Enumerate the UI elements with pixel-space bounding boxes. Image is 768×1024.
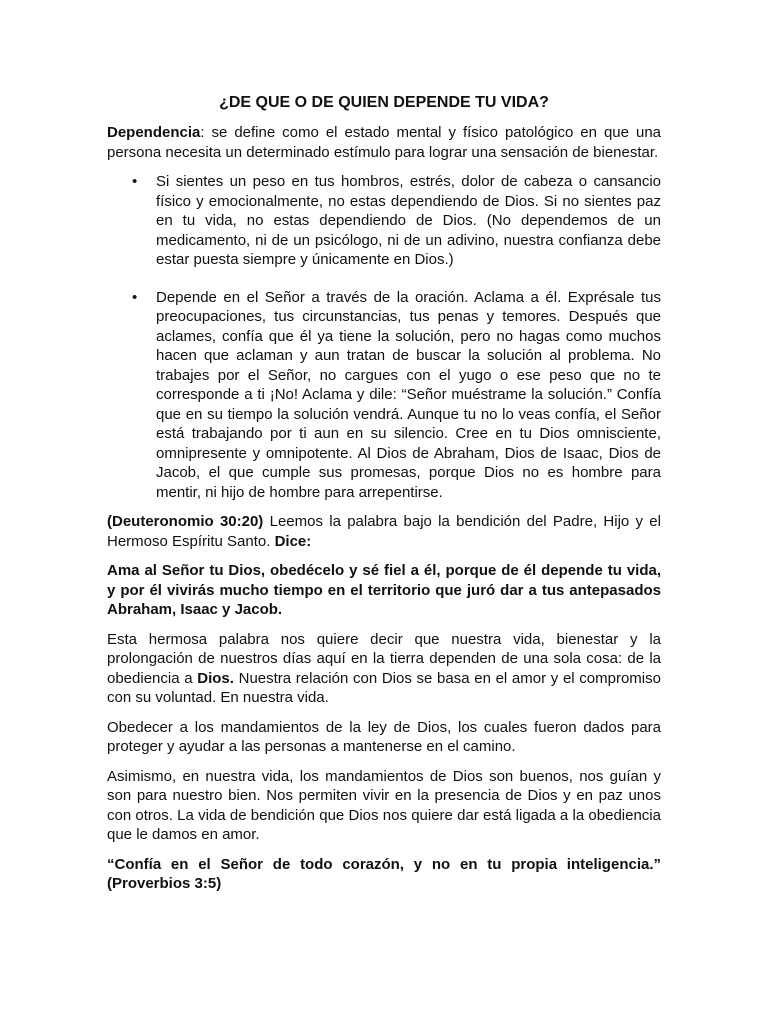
reference-paragraph bbox=[107, 512, 661, 551]
definition-term: Dependencia bbox=[107, 124, 201, 141]
bullet-list bbox=[107, 172, 661, 502]
reference-text: Leemos la palabra bajo la bendición del Padre, Hijo y el Hermoso Espíritu Santo. bbox=[107, 513, 661, 550]
body-paragraph-3: Asimismo, en nuestra vida, los mandamientos de Dios son buenos, nos guían y son para nuestro bien. Nos permiten vivir en la presencia de Dios y en paz unos con otros. La vida de bendición que Dios nos quiere dar está ligada a la obediencia que le damos en amor. bbox=[107, 767, 661, 843]
list-item-text: Si sientes un peso en tus hombros, estrés, dolor de cabeza o cansancio físico y emocionalmente, no estas dependiendo de Dios. Si no sientes paz en tu vida, no estas dependiendo de Dios. (No dependemos de un medicamento, ni de un psicólogo, ni de un adivino, nuestra confianza debe estar puesta siempre y únicamente en Dios.) bbox=[156, 173, 661, 268]
paragraph1-bold: Dios. bbox=[197, 669, 234, 687]
bullet-icon: • bbox=[132, 173, 138, 190]
list-item bbox=[107, 288, 661, 503]
reference-citation: (Deuteronomio 30:20) bbox=[107, 513, 264, 530]
list-item bbox=[107, 172, 661, 270]
verse-paragraph: Ama al Señor tu Dios, obedécelo y sé fiel a él, porque de él depende tu vida, y por él vivirás mucho tiempo en el territorio que juró dar a tus antepasados Abraham, Isaac y Jacob. bbox=[107, 562, 661, 618]
body-paragraph-2: Obedecer a los mandamientos de la ley de Dios, los cuales fueron dados para proteger y ayudar a las personas a mantenerse en el camino. bbox=[107, 718, 661, 755]
definition-paragraph bbox=[107, 123, 661, 162]
page-title: ¿DE QUE O DE QUIEN DEPENDE TU VIDA? bbox=[219, 94, 549, 111]
reference-dice: Dice: bbox=[274, 532, 312, 550]
paragraph1-before: Esta hermosa palabra nos quiere decir que nuestra vida, bienestar y la prolongación de nuestros días aquí en la tierra dependen de una sola cosa: de la obediencia a bbox=[107, 630, 661, 687]
list-item-text: Depende en el Señor a través de la oración. Aclama a él. Exprésale tus preocupaciones, tus circunstancias, tus penas y temores. Después que aclames, confía que él ya tiene la solución, pero no hagas como muchos hacen que aclaman y aun tratan de buscar la solución al problema. No trabajes por el Señor, no cargues con el yugo o ese peso que no te corresponde a ti ¡No! Aclama y dile: “Señor muéstrame la solución.” Confía que en su tiempo la solución vendrá. Aunque tu no lo veas confía, el Señor está trabajando por ti aun en su silencio. Cree en tu Dios omnisciente, omnipresente y omnipotente. Al Dios de Abraham, Dios de Isaac, Dios de Jacob, el que cumple sus promesas, porque Dios no es hombre para mentir, ni hijo de hombre para arrepentirse. bbox=[156, 288, 661, 501]
body-paragraph-1 bbox=[107, 630, 661, 708]
paragraph1-after: Nuestra relación con Dios se basa en el amor y el compromiso con su voluntad. En nuestra vida. bbox=[107, 669, 661, 706]
closing-quote: “Confía en el Señor de todo corazón, y no en tu propia inteligencia.” (Proverbios 3:5) bbox=[107, 855, 661, 892]
bullet-icon: • bbox=[132, 288, 138, 306]
definition-text: : se define como el estado mental y físico patológico en que una persona necesita un determinado estímulo para lograr una sensación de bienestar. bbox=[107, 124, 661, 161]
